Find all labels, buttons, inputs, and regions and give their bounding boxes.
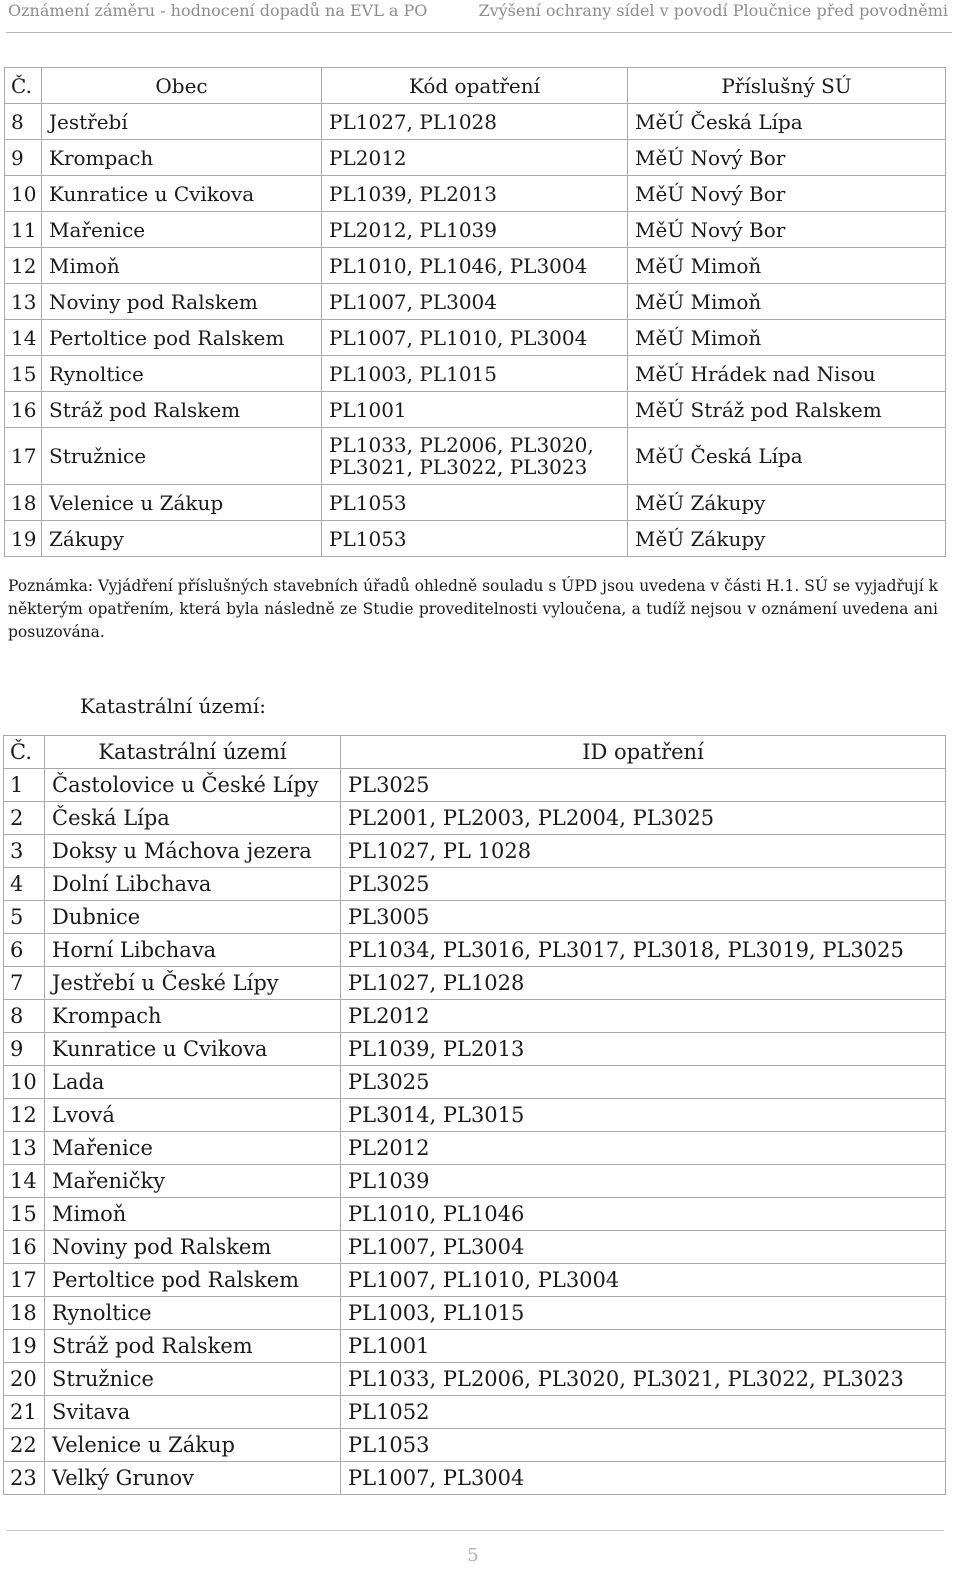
table-row	[4, 901, 946, 934]
cell-su: MěÚ Nový Bor	[628, 140, 946, 176]
cell-obec: Noviny pod Ralskem	[42, 284, 322, 320]
cell-ku: Dolní Libchava	[45, 868, 341, 901]
cell-number: 1	[4, 769, 45, 802]
cell-kod: PL1007, PL3004	[322, 284, 628, 320]
table-row	[4, 1231, 946, 1264]
header-cell-ku: Katastrální území	[45, 736, 341, 769]
cell-su: MěÚ Zákupy	[628, 485, 946, 521]
cell-number: 17	[5, 428, 42, 485]
cell-number: 8	[5, 104, 42, 140]
table-row	[4, 1066, 946, 1099]
cell-ku: Stráž pod Ralskem	[45, 1330, 341, 1363]
cell-id: PL1007, PL3004	[341, 1462, 946, 1495]
table-row	[4, 1198, 946, 1231]
cell-obec: Pertoltice pod Ralskem	[42, 320, 322, 356]
cell-su: MěÚ Hrádek nad Nisou	[628, 356, 946, 392]
cell-number: 2	[4, 802, 45, 835]
cell-id: PL3025	[341, 769, 946, 802]
cell-obec: Stráž pod Ralskem	[42, 392, 322, 428]
cell-kod: PL1007, PL1010, PL3004	[322, 320, 628, 356]
cell-number: 23	[4, 1462, 45, 1495]
cell-id: PL1039	[341, 1165, 946, 1198]
table-row	[4, 1429, 946, 1462]
cell-number: 15	[5, 356, 42, 392]
cell-obec: Kunratice u Cvikova	[42, 176, 322, 212]
cadastral-heading: Katastrální území:	[80, 694, 266, 718]
cell-su: MěÚ Mimoň	[628, 284, 946, 320]
table-row	[5, 392, 946, 428]
cell-id: PL1039, PL2013	[341, 1033, 946, 1066]
cell-obec: Jestřebí	[42, 104, 322, 140]
cell-ku: Horní Libchava	[45, 934, 341, 967]
cell-number: 21	[4, 1396, 45, 1429]
cell-obec: Rynoltice	[42, 356, 322, 392]
cell-su: MěÚ Nový Bor	[628, 176, 946, 212]
header-left-title: Oznámení záměru - hodnocení dopadů na EVL a PO	[8, 1, 428, 20]
cell-number: 10	[5, 176, 42, 212]
table-header-row	[5, 68, 946, 104]
table-row	[4, 769, 946, 802]
cell-id: PL1052	[341, 1396, 946, 1429]
cell-kod: PL2012, PL1039	[322, 212, 628, 248]
cell-id: PL2012	[341, 1000, 946, 1033]
cell-id: PL1001	[341, 1330, 946, 1363]
cell-ku: Noviny pod Ralskem	[45, 1231, 341, 1264]
cell-id: PL3025	[341, 1066, 946, 1099]
table-row	[4, 868, 946, 901]
page-number: 5	[467, 1545, 479, 1566]
cell-su: MěÚ Česká Lípa	[628, 104, 946, 140]
cell-number: 14	[5, 320, 42, 356]
cell-number: 12	[4, 1099, 45, 1132]
cell-ku: Mařeničky	[45, 1165, 341, 1198]
note-paragraph: Poznámka: Vyjádření příslušných stavebních úřadů ohledně souladu s ÚPD jsou uvedena v části H.1. SÚ se vyjadřují k některým opatřením, která byla následně ze Studie proveditelnosti vyloučena, a tudíž nejsou v oznámení uvedena ani posuzována.	[8, 577, 938, 641]
cell-ku: Kunratice u Cvikova	[45, 1033, 341, 1066]
cell-number: 22	[4, 1429, 45, 1462]
cell-number: 18	[4, 1297, 45, 1330]
cell-number: 9	[4, 1033, 45, 1066]
table-row	[4, 1297, 946, 1330]
cell-number: 15	[4, 1198, 45, 1231]
table-row	[5, 212, 946, 248]
table-row	[5, 356, 946, 392]
cell-kod: PL1027, PL1028	[322, 104, 628, 140]
table-row	[4, 1330, 946, 1363]
cell-number: 11	[5, 212, 42, 248]
header-cell-number: Č.	[5, 68, 42, 104]
table-row	[5, 104, 946, 140]
cell-number: 14	[4, 1165, 45, 1198]
cell-kod: PL1053	[322, 485, 628, 521]
cell-number: 16	[4, 1231, 45, 1264]
cell-id: PL1027, PL 1028	[341, 835, 946, 868]
header-cell-id: ID opatření	[341, 736, 946, 769]
cell-id: PL2012	[341, 1132, 946, 1165]
cell-number: 19	[4, 1330, 45, 1363]
page-header	[6, 0, 952, 33]
cell-kod: PL2012	[322, 140, 628, 176]
building-office-table	[4, 67, 946, 557]
cell-id: PL1010, PL1046	[341, 1198, 946, 1231]
table-row	[4, 1396, 946, 1429]
cell-number: 6	[4, 934, 45, 967]
table-row	[4, 1264, 946, 1297]
cell-id: PL3005	[341, 901, 946, 934]
header-right-title: Zvýšení ochrany sídel v povodí Ploučnice před povodněmi	[478, 1, 948, 20]
cell-id: PL1007, PL1010, PL3004	[341, 1264, 946, 1297]
cell-kod	[322, 428, 628, 485]
cell-ku: Lvová	[45, 1099, 341, 1132]
cell-obec: Stružnice	[42, 428, 322, 485]
table-row	[5, 284, 946, 320]
table-row	[4, 967, 946, 1000]
cell-ku: Velenice u Zákup	[45, 1429, 341, 1462]
table-row	[4, 1033, 946, 1066]
cell-number: 12	[5, 248, 42, 284]
cell-number: 16	[5, 392, 42, 428]
cell-ku: Velký Grunov	[45, 1462, 341, 1495]
cell-obec: Mařenice	[42, 212, 322, 248]
cell-ku: Rynoltice	[45, 1297, 341, 1330]
table-row	[4, 802, 946, 835]
table-header-row	[4, 736, 946, 769]
cell-id: PL3014, PL3015	[341, 1099, 946, 1132]
footer-divider	[6, 1530, 944, 1531]
table-row	[5, 248, 946, 284]
cell-su: MěÚ Nový Bor	[628, 212, 946, 248]
header-cell-kod: Kód opatření	[322, 68, 628, 104]
cell-obec: Mimoň	[42, 248, 322, 284]
table-row	[4, 1165, 946, 1198]
cell-id: PL1003, PL1015	[341, 1297, 946, 1330]
cell-id: PL1034, PL3016, PL3017, PL3018, PL3019, PL3025	[341, 934, 946, 967]
cell-kod-line-1: PL1033, PL2006, PL3020,	[329, 433, 594, 457]
cell-kod: PL1039, PL2013	[322, 176, 628, 212]
cell-number: 19	[5, 521, 42, 557]
cell-number: 10	[4, 1066, 45, 1099]
table-row	[5, 176, 946, 212]
cell-number: 5	[4, 901, 45, 934]
cell-number: 18	[5, 485, 42, 521]
cell-ku: Pertoltice pod Ralskem	[45, 1264, 341, 1297]
cell-ku: Česká Lípa	[45, 802, 341, 835]
table-row	[4, 1000, 946, 1033]
cell-number: 4	[4, 868, 45, 901]
cell-kod: PL1001	[322, 392, 628, 428]
cell-id: PL1007, PL3004	[341, 1231, 946, 1264]
header-cell-number: Č.	[4, 736, 45, 769]
table-row	[5, 320, 946, 356]
cell-number: 7	[4, 967, 45, 1000]
table-row	[5, 428, 946, 485]
table-row	[4, 1462, 946, 1495]
table-row	[4, 1132, 946, 1165]
cell-ku: Lada	[45, 1066, 341, 1099]
cell-ku: Jestřebí u České Lípy	[45, 967, 341, 1000]
cell-ku: Mimoň	[45, 1198, 341, 1231]
table-row	[5, 140, 946, 176]
cell-ku: Svitava	[45, 1396, 341, 1429]
cell-ku: Mařenice	[45, 1132, 341, 1165]
cell-number: 9	[5, 140, 42, 176]
cell-id: PL3025	[341, 868, 946, 901]
cell-obec: Velenice u Zákup	[42, 485, 322, 521]
cell-kod: PL1010, PL1046, PL3004	[322, 248, 628, 284]
cell-id: PL1033, PL2006, PL3020, PL3021, PL3022, PL3023	[341, 1363, 946, 1396]
cell-number: 3	[4, 835, 45, 868]
table-row	[5, 521, 946, 557]
header-cell-obec: Obec	[42, 68, 322, 104]
cell-ku: Krompach	[45, 1000, 341, 1033]
table-row	[4, 835, 946, 868]
cell-ku: Častolovice u České Lípy	[45, 769, 341, 802]
cell-kod: PL1003, PL1015	[322, 356, 628, 392]
cell-ku: Doksy u Máchova jezera	[45, 835, 341, 868]
cell-number: 20	[4, 1363, 45, 1396]
table-row	[4, 934, 946, 967]
table-row	[4, 1363, 946, 1396]
table-row	[4, 1099, 946, 1132]
cell-kod: PL1053	[322, 521, 628, 557]
cell-su: MěÚ Česká Lípa	[628, 428, 946, 485]
header-cell-su: Příslušný SÚ	[628, 68, 946, 104]
cell-su: MěÚ Stráž pod Ralskem	[628, 392, 946, 428]
cell-obec: Zákupy	[42, 521, 322, 557]
cell-id: PL1053	[341, 1429, 946, 1462]
cell-su: MěÚ Mimoň	[628, 320, 946, 356]
cell-ku: Dubnice	[45, 901, 341, 934]
table-row	[5, 485, 946, 521]
cadastral-table	[3, 735, 946, 1495]
cell-id: PL2001, PL2003, PL2004, PL3025	[341, 802, 946, 835]
cell-number: 8	[4, 1000, 45, 1033]
cell-id: PL1027, PL1028	[341, 967, 946, 1000]
cell-kod-line-2: PL3021, PL3022, PL3023	[329, 455, 588, 479]
cell-ku: Stružnice	[45, 1363, 341, 1396]
cell-number: 13	[5, 284, 42, 320]
cell-number: 13	[4, 1132, 45, 1165]
cell-su: MěÚ Zákupy	[628, 521, 946, 557]
cell-obec: Krompach	[42, 140, 322, 176]
cell-number: 17	[4, 1264, 45, 1297]
cell-su: MěÚ Mimoň	[628, 248, 946, 284]
